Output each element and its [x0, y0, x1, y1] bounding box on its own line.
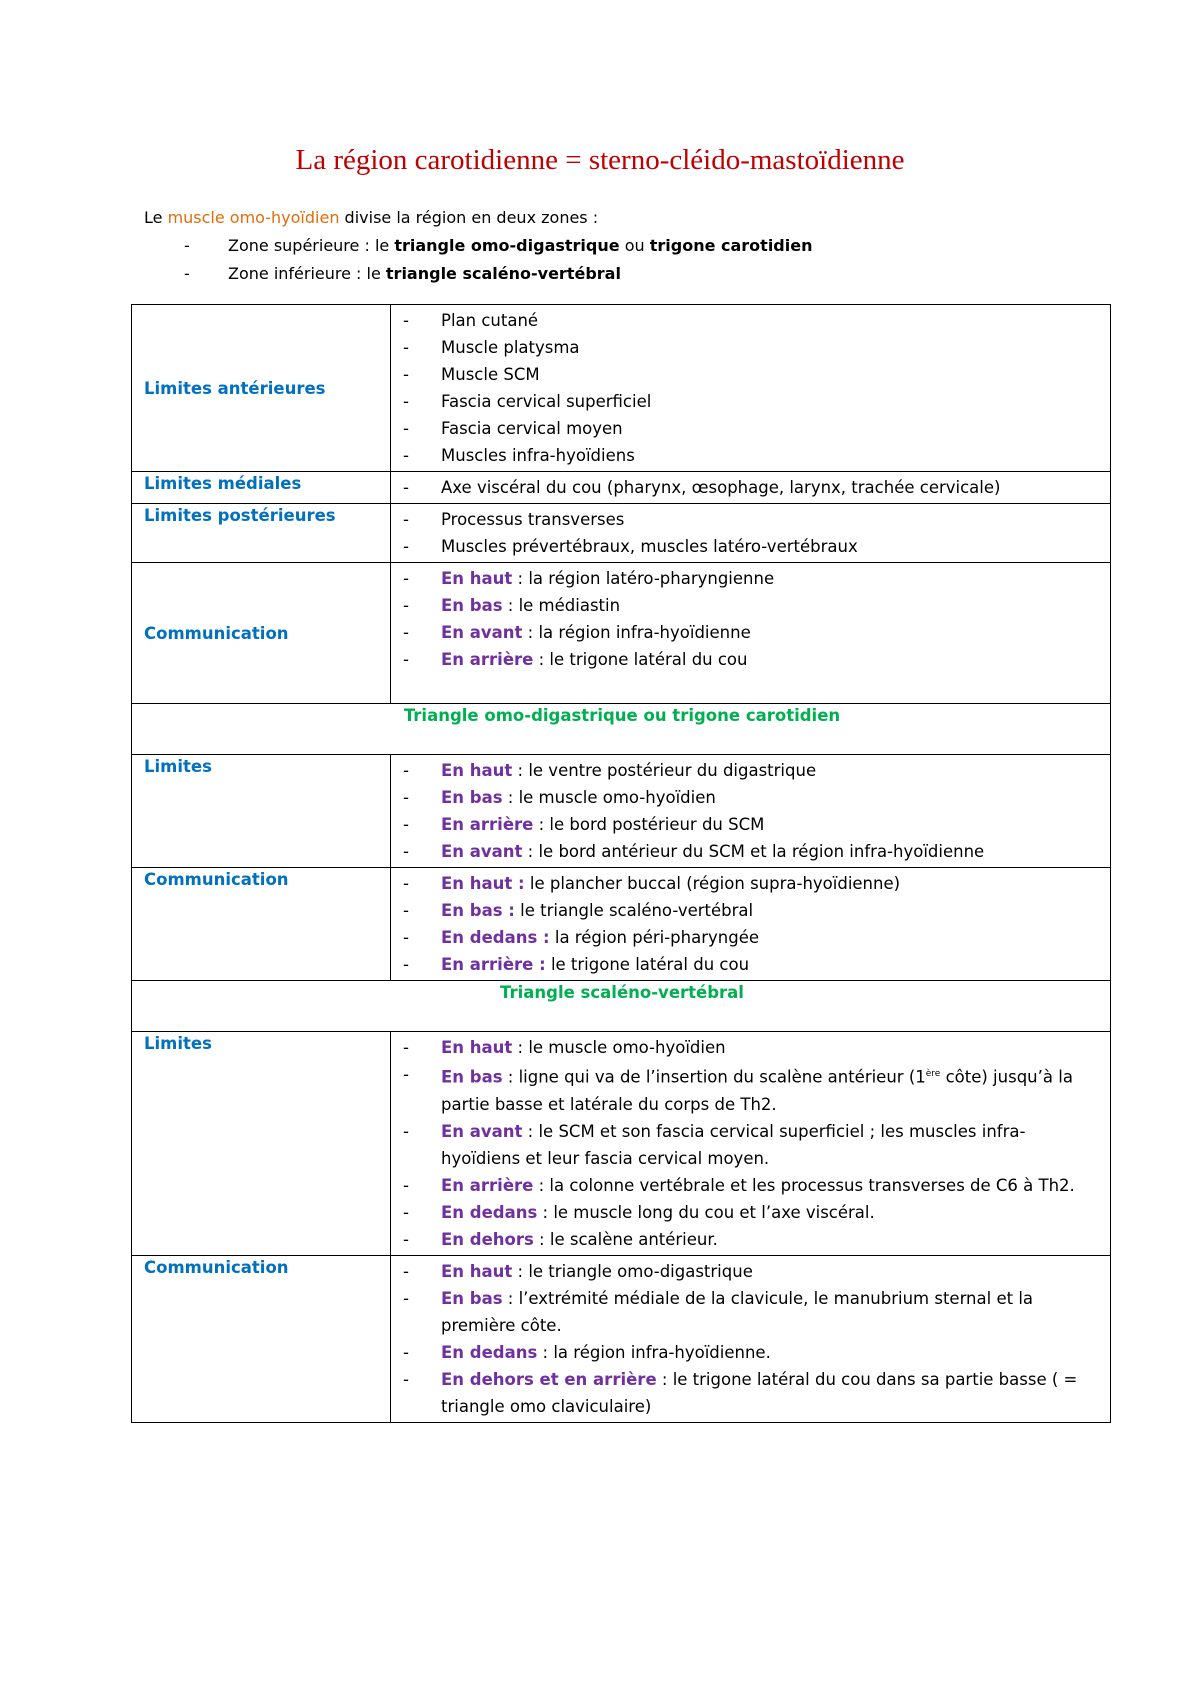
row-content — [391, 305, 1111, 472]
item-text: Muscle platysma — [441, 338, 580, 357]
bullet-dash: - — [403, 1342, 409, 1362]
list-item — [403, 592, 1100, 619]
item-text: Muscles prévertébraux, muscles latéro-vertébraux — [441, 537, 858, 556]
direction-keyword: En avant — [441, 842, 523, 861]
bullet-dash: - — [184, 236, 190, 255]
direction-keyword: En avant — [441, 623, 523, 642]
bullet-dash: - — [403, 874, 409, 893]
item-text: le triangle scaléno-vertébral — [514, 901, 754, 920]
item-text: Muscle SCM — [441, 365, 540, 384]
list-item — [403, 951, 1100, 978]
list-item — [403, 506, 1100, 533]
item-text: : la région infra-hyoïdienne — [522, 623, 751, 642]
item-text: : la colonne vertébrale et les processus transverses de C6 à Th2. — [533, 1175, 1075, 1195]
bullet-dash: - — [403, 928, 409, 947]
bullet-dash: - — [403, 815, 409, 834]
direction-keyword: En haut — [441, 1261, 513, 1281]
item-text: : ligne qui va de l’insertion du scalène antérieur (1 — [502, 1067, 926, 1087]
table-row — [132, 981, 1111, 1032]
row-content — [391, 504, 1111, 563]
table-row — [132, 305, 1111, 472]
direction-keyword: En bas — [441, 1067, 503, 1087]
list-item — [403, 533, 1100, 560]
direction-keyword: En haut — [441, 1038, 513, 1057]
bullet-dash: - — [403, 955, 409, 974]
table-row — [132, 868, 1111, 981]
bullet-dash: - — [403, 1288, 409, 1308]
bullet-dash: - — [403, 1369, 409, 1389]
section-title: Triangle omo-digastrique ou trigone carotidien — [132, 704, 1111, 755]
direction-keyword: En arrière : — [441, 955, 546, 974]
bullet-dash: - — [403, 338, 409, 357]
direction-keyword: En dedans : — [441, 928, 550, 947]
direction-keyword: En arrière — [441, 815, 534, 834]
bullet-dash: - — [403, 1038, 409, 1057]
row-label: Limites — [132, 1032, 391, 1256]
item-text: : le trigone latéral du cou dans sa partie basse ( = triangle omo claviculaire) — [441, 1369, 1078, 1416]
zone-term: trigone carotidien — [649, 236, 813, 255]
row-content — [391, 1255, 1111, 1422]
row-content — [391, 1032, 1111, 1256]
list-item — [403, 361, 1100, 388]
bullet-dash: - — [403, 1202, 409, 1222]
direction-keyword: En dehors et en arrière — [441, 1369, 657, 1389]
zone-term: triangle scaléno-vertébral — [385, 264, 621, 283]
item-text: : la région latéro-pharyngienne — [512, 569, 775, 588]
intro-prefix: Le — [144, 208, 168, 227]
direction-keyword: En bas : — [441, 901, 515, 920]
row-content — [391, 472, 1111, 504]
intro — [144, 204, 812, 288]
bullet-dash: - — [403, 311, 409, 330]
table-row — [132, 563, 1111, 704]
direction-keyword: En avant — [441, 1121, 523, 1141]
intro-muscle: muscle omo-hyoïdien — [167, 208, 340, 227]
list-item — [403, 1118, 1100, 1172]
list-item — [403, 870, 1100, 897]
bullet-dash: - — [184, 264, 190, 283]
bullet-dash: - — [403, 419, 409, 438]
direction-keyword: En haut : — [441, 874, 525, 893]
list-item — [403, 784, 1100, 811]
bullet-dash: - — [403, 761, 409, 780]
page-title: La région carotidienne = sterno-cléido-mastoïdienne — [295, 144, 905, 176]
item-text: Axe viscéral du cou (pharynx, œsophage, larynx, trachée cervicale) — [441, 478, 1001, 497]
item-text: : le triangle omo-digastrique — [512, 1261, 753, 1281]
list-item — [403, 565, 1100, 592]
table-row — [132, 704, 1111, 755]
list-item — [403, 1172, 1100, 1199]
direction-keyword: En bas — [441, 1288, 503, 1308]
row-label: Limites postérieures — [132, 504, 391, 563]
list-item — [403, 1339, 1100, 1366]
intro-suffix: divise la région en deux zones : — [339, 208, 599, 227]
row-label: Limites — [132, 755, 391, 868]
bullet-dash: - — [403, 596, 409, 615]
item-text: côte) jusqu’à la partie basse et latérale du corps de Th2. — [441, 1067, 1073, 1114]
bullet-dash: - — [403, 788, 409, 807]
item-text: : le muscle omo-hyoïdien — [512, 1038, 726, 1057]
intro-line — [144, 204, 812, 232]
table-row — [132, 755, 1111, 868]
item-text: Fascia cervical superficiel — [441, 392, 652, 411]
bullet-dash: - — [403, 365, 409, 384]
direction-keyword: En arrière — [441, 650, 534, 669]
item-text: Fascia cervical moyen — [441, 419, 623, 438]
list-item — [403, 1285, 1100, 1339]
list-item — [403, 1034, 1100, 1061]
item-text: Muscles infra-hyoïdiens — [441, 446, 635, 465]
list-item — [403, 924, 1100, 951]
item-text: : le bord antérieur du SCM et la région infra-hyoïdienne — [522, 842, 985, 861]
bullet-dash: - — [403, 650, 409, 669]
list-item — [403, 334, 1100, 361]
bullet-dash: - — [403, 1121, 409, 1141]
table-row — [132, 504, 1111, 563]
direction-keyword: En haut — [441, 761, 513, 780]
item-text: : la région infra-hyoïdienne. — [537, 1342, 771, 1362]
item-text: Processus transverses — [441, 510, 625, 529]
direction-keyword: En arrière — [441, 1175, 534, 1195]
table-row — [132, 1032, 1111, 1256]
item-text: : le muscle long du cou et l’axe viscéral. — [537, 1202, 875, 1222]
list-item — [403, 442, 1100, 469]
item-text: : le scalène antérieur. — [533, 1229, 718, 1249]
bullet-dash: - — [403, 842, 409, 861]
row-label: Limites antérieures — [132, 305, 391, 472]
direction-keyword: En bas — [441, 788, 503, 807]
section-title: Triangle scaléno-vertébral — [132, 981, 1111, 1032]
table-row — [132, 1255, 1111, 1422]
direction-keyword: En haut — [441, 569, 513, 588]
item-text: : le muscle omo-hyoïdien — [502, 788, 716, 807]
bullet-dash: - — [403, 1175, 409, 1195]
bullet-dash: - — [403, 1229, 409, 1249]
list-item — [403, 1226, 1100, 1253]
zone-label: Zone inférieure : le — [228, 264, 386, 283]
table-row — [132, 472, 1111, 504]
item-text: le trigone latéral du cou — [545, 955, 750, 974]
region-table — [131, 304, 1111, 1423]
item-text: : le trigone latéral du cou — [533, 650, 748, 669]
row-label: Communication — [132, 563, 391, 704]
row-label: Limites médiales — [132, 472, 391, 504]
direction-keyword: En dedans — [441, 1342, 538, 1362]
bullet-dash: - — [403, 623, 409, 642]
bullet-dash: - — [403, 537, 409, 556]
list-item — [403, 646, 1100, 673]
list-item — [403, 757, 1100, 784]
bullet-dash: - — [403, 510, 409, 529]
item-text: Plan cutané — [441, 311, 539, 330]
list-item — [403, 474, 1100, 501]
zone-connector: ou — [619, 236, 650, 255]
bullet-dash: - — [403, 1261, 409, 1281]
row-content — [391, 755, 1111, 868]
zone-inferieure — [144, 260, 812, 288]
item-text: : le ventre postérieur du digastrique — [512, 761, 817, 780]
bullet-dash: - — [403, 1065, 409, 1084]
row-content — [391, 563, 1111, 704]
superscript: ère — [925, 1069, 941, 1079]
bullet-dash: - — [403, 901, 409, 920]
list-item — [403, 388, 1100, 415]
bullet-dash: - — [403, 569, 409, 588]
list-item — [403, 1258, 1100, 1285]
list-item — [403, 838, 1100, 865]
list-item — [403, 415, 1100, 442]
row-content — [391, 868, 1111, 981]
bullet-dash: - — [403, 446, 409, 465]
list-item — [403, 619, 1100, 646]
list-item — [403, 811, 1100, 838]
zone-term: triangle omo-digastrique — [394, 236, 620, 255]
direction-keyword: En dedans — [441, 1202, 538, 1222]
list-item — [403, 897, 1100, 924]
item-text: le plancher buccal (région supra-hyoïdienne) — [524, 874, 901, 893]
item-text: la région péri-pharyngée — [549, 928, 760, 947]
direction-keyword: En bas — [441, 596, 503, 615]
zone-superieure — [144, 232, 812, 260]
row-label: Communication — [132, 1255, 391, 1422]
row-label: Communication — [132, 868, 391, 981]
zone-label: Zone supérieure : le — [228, 236, 395, 255]
item-text: : le médiastin — [502, 596, 621, 615]
list-item — [403, 1366, 1100, 1420]
direction-keyword: En dehors — [441, 1229, 534, 1249]
item-text: : l’extrémité médiale de la clavicule, le manubrium sternal et la première côte. — [441, 1288, 1034, 1335]
item-text: : le SCM et son fascia cervical superficiel ; les muscles infra-hyoïdiens et leur fascia cervical moyen. — [441, 1121, 1026, 1168]
list-item — [403, 1061, 1100, 1118]
bullet-dash: - — [403, 392, 409, 411]
list-item — [403, 307, 1100, 334]
item-text: : le bord postérieur du SCM — [533, 815, 765, 834]
bullet-dash: - — [403, 478, 409, 497]
list-item — [403, 1199, 1100, 1226]
